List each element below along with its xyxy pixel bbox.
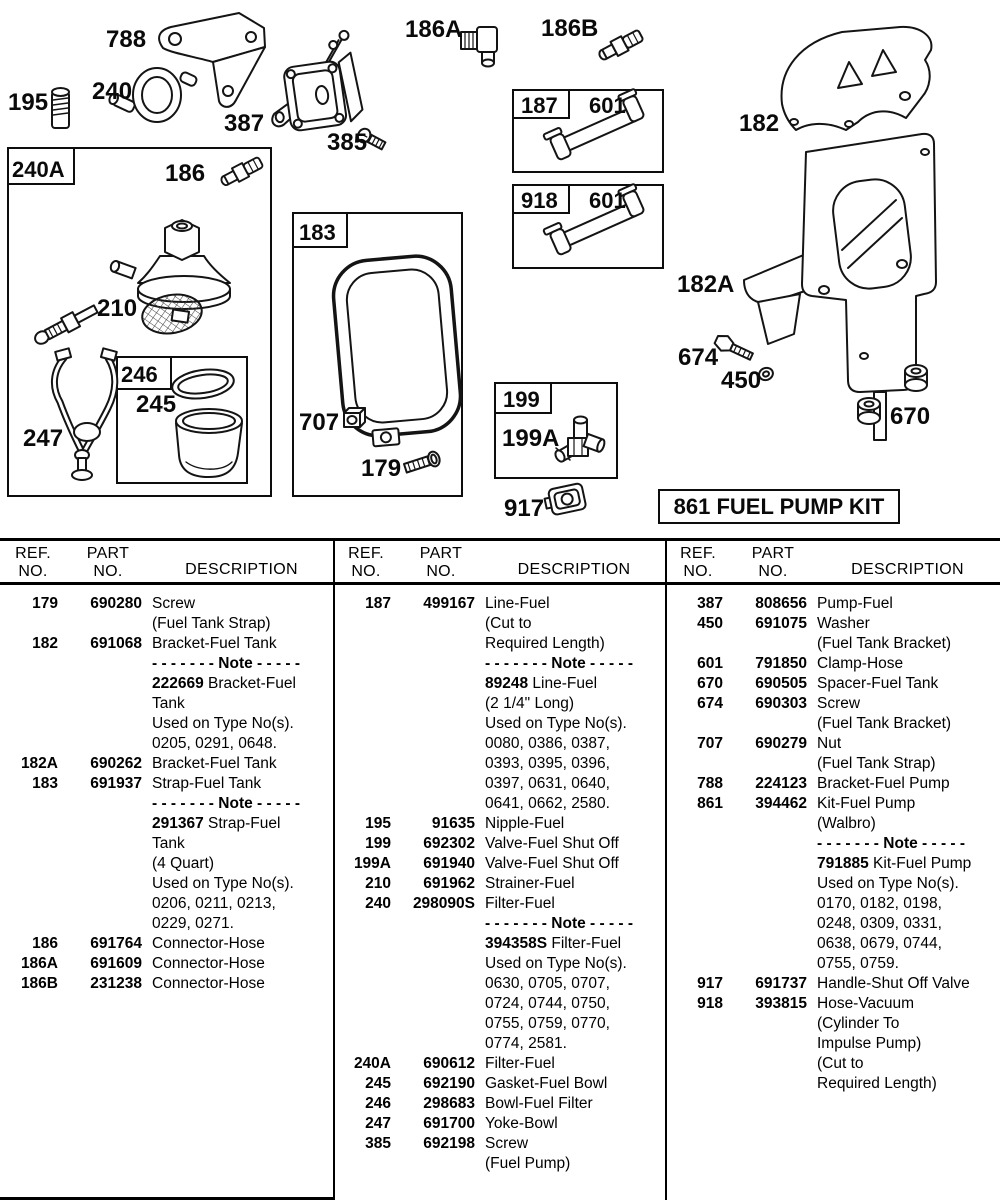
table-row-line: Required Length) bbox=[485, 635, 605, 652]
label-186A: 186A bbox=[405, 16, 463, 43]
column-divider-1 bbox=[333, 541, 335, 1200]
table-row-line: 240A 690612 Filter-Fuel bbox=[353, 1055, 555, 1072]
label-240: 240 bbox=[92, 78, 133, 105]
label-199: 199 bbox=[503, 387, 540, 412]
table-row-line: 199 692302 Valve-Fuel Shut Off bbox=[365, 835, 619, 852]
label-187: 187 bbox=[521, 93, 558, 118]
parts-table bbox=[0, 538, 1000, 1200]
yoke-bowl-illustration bbox=[54, 348, 116, 480]
header-description: DESCRIPTION bbox=[517, 561, 631, 578]
table-row-line: 0248, 0309, 0331, bbox=[817, 915, 942, 932]
table-row-line: Tank bbox=[152, 695, 185, 712]
header-description: DESCRIPTION bbox=[185, 561, 298, 578]
table-row-line: 0774, 2581. bbox=[485, 1035, 567, 1052]
label-918: 918 bbox=[521, 188, 558, 213]
valve-stem-fitting-illustration bbox=[32, 302, 100, 348]
table-row-line: 186A 691609 Connector-Hose bbox=[20, 955, 265, 972]
bowl-fuel-filter-illustration bbox=[176, 409, 242, 477]
exploded-parts-diagram bbox=[0, 0, 1000, 538]
table-row-line: 0205, 0291, 0648. bbox=[152, 735, 277, 752]
table-row-line: 0638, 0679, 0744, bbox=[817, 935, 942, 952]
table-row-line: - - - - - - - Note - - - - - bbox=[485, 655, 634, 672]
table-row-line: 601 791850 Clamp-Hose bbox=[697, 655, 904, 672]
valve-fuel-shut-off-illustration bbox=[554, 417, 606, 464]
label-385: 385 bbox=[327, 129, 368, 156]
table-row-line: 182 691068 Bracket-Fuel Tank bbox=[32, 635, 277, 652]
table-row-line: 450 691075 Washer bbox=[697, 615, 870, 632]
nipple-fuel-illustration bbox=[52, 88, 69, 128]
label-387: 387 bbox=[224, 110, 265, 137]
table-row-line: 0397, 0631, 0640, bbox=[485, 775, 610, 792]
table-row-line: (Fuel Tank Bracket) bbox=[817, 635, 952, 652]
connector-hose-186B-illustration bbox=[596, 28, 644, 64]
table-row-line: (Fuel Tank Strap) bbox=[817, 755, 936, 772]
table-row-line: 186B 231238 Connector-Hose bbox=[20, 975, 265, 992]
table-row-line: (Fuel Tank Strap) bbox=[152, 615, 271, 632]
label-245: 245 bbox=[136, 391, 177, 418]
fuel-pump-kit-title: 861 FUEL PUMP KIT bbox=[673, 494, 885, 519]
header-part-no: PART NO. bbox=[419, 545, 463, 580]
header-column-3 bbox=[665, 541, 1000, 582]
table-row-line: 187 499167 Line-Fuel bbox=[365, 595, 550, 612]
table-row-line: 247 691700 Yoke-Bowl bbox=[365, 1115, 558, 1132]
label-670: 670 bbox=[890, 403, 931, 430]
table-row-line: 186 691764 Connector-Hose bbox=[32, 935, 265, 952]
table-row-line: 670 690505 Spacer-Fuel Tank bbox=[697, 675, 939, 692]
table-row-line: (2 1/4" Long) bbox=[485, 695, 575, 712]
table-row-line: (Fuel Pump) bbox=[485, 1155, 571, 1172]
table-row-line: Used on Type No(s). bbox=[817, 875, 959, 892]
table-row-line: 89248 Line-Fuel bbox=[485, 675, 598, 692]
table-row-line: 0755, 0759, 0770, bbox=[485, 1015, 610, 1032]
table-row-line: 917 691737 Handle-Shut Off Valve bbox=[697, 975, 970, 992]
table-row-line: 0206, 0211, 0213, bbox=[152, 895, 276, 912]
header-column-1 bbox=[0, 541, 333, 582]
table-row-line: 918 393815 Hose-Vacuum bbox=[697, 995, 915, 1012]
table-row-line: (Cylinder To bbox=[817, 1015, 900, 1032]
table-column-2 bbox=[333, 585, 665, 1174]
table-row-line: 291367 Strap-Fuel bbox=[152, 815, 281, 832]
label-601-lower: 601 bbox=[589, 188, 626, 213]
header-column-2 bbox=[333, 541, 665, 582]
screw-fuel-tank-bracket-illustration bbox=[713, 332, 755, 363]
table-row-line: 0080, 0386, 0387, bbox=[485, 735, 610, 752]
table-row-line: 0170, 0182, 0198, bbox=[817, 895, 942, 912]
label-246: 246 bbox=[121, 362, 158, 387]
table-row-line: 0630, 0705, 0707, bbox=[485, 975, 610, 992]
table-row-line: 788 224123 Bracket-Fuel Pump bbox=[697, 775, 950, 792]
label-182A: 182A bbox=[677, 271, 735, 298]
table-row-line: 385 692198 Screw bbox=[365, 1135, 529, 1152]
table-row-line: 195 91635 Nipple-Fuel bbox=[365, 815, 565, 832]
table-row-line: 179 690280 Screw bbox=[32, 595, 196, 612]
label-240A: 240A bbox=[12, 157, 65, 182]
table-row-line: Used on Type No(s). bbox=[152, 715, 294, 732]
table-row-line: 674 690303 Screw bbox=[697, 695, 861, 712]
handle-shut-off-valve-illustration bbox=[543, 483, 587, 517]
table-row-line: (Walbro) bbox=[817, 815, 876, 832]
parts-table-header bbox=[0, 541, 1000, 585]
table-row-line: (Cut to bbox=[817, 1055, 864, 1072]
parts-diagram-svg bbox=[0, 0, 1000, 538]
label-450: 450 bbox=[721, 367, 762, 394]
connector-hose-elbow-illustration bbox=[461, 27, 497, 67]
table-row-line: 394358S Filter-Fuel bbox=[485, 935, 622, 952]
table-row-line: (Fuel Tank Bracket) bbox=[817, 715, 952, 732]
table-row-line: Impulse Pump) bbox=[817, 1035, 922, 1052]
table-row-line: 222669 Bracket-Fuel bbox=[152, 675, 296, 692]
label-199A: 199A bbox=[502, 425, 560, 452]
table-row-line: 246 298683 Bowl-Fuel Filter bbox=[365, 1095, 593, 1112]
bracket-fuel-tank-182A-illustration bbox=[744, 134, 936, 440]
label-788: 788 bbox=[106, 26, 147, 53]
table-row-line: 387 808656 Pump-Fuel bbox=[697, 595, 893, 612]
table-row-line: Tank bbox=[152, 835, 185, 852]
connector-hose-186-illustration bbox=[219, 155, 265, 189]
table-row-line: 707 690279 Nut bbox=[697, 735, 842, 752]
label-179: 179 bbox=[361, 455, 402, 482]
table-row-line: - - - - - - - Note - - - - - bbox=[152, 655, 301, 672]
parts-table-body bbox=[0, 585, 1000, 1174]
table-row-line: 210 691962 Strainer-Fuel bbox=[365, 875, 575, 892]
table-row-line: (Cut to bbox=[485, 615, 532, 632]
label-210: 210 bbox=[97, 295, 138, 322]
label-707: 707 bbox=[299, 409, 340, 436]
label-247: 247 bbox=[23, 425, 64, 452]
label-195: 195 bbox=[8, 89, 49, 116]
table-row-line: 0641, 0662, 2580. bbox=[485, 795, 610, 812]
table-column-1 bbox=[0, 585, 333, 1174]
bracket-fuel-tank-182-illustration bbox=[782, 27, 932, 130]
label-182: 182 bbox=[739, 110, 780, 137]
table-column-3 bbox=[665, 585, 1000, 1174]
header-description: DESCRIPTION bbox=[851, 561, 964, 578]
header-part-no: PART NO. bbox=[751, 545, 795, 580]
table-row-line: 791885 Kit-Fuel Pump bbox=[817, 855, 972, 872]
label-601-upper: 601 bbox=[589, 93, 626, 118]
label-674: 674 bbox=[678, 344, 719, 371]
table-row-line: 0755, 0759. bbox=[817, 955, 899, 972]
column-divider-2 bbox=[665, 541, 667, 1200]
label-917: 917 bbox=[504, 495, 545, 522]
table-row-line: Used on Type No(s). bbox=[152, 875, 294, 892]
header-part-no: PART NO. bbox=[86, 545, 130, 580]
table-row-line: 183 691937 Strap-Fuel Tank bbox=[32, 775, 262, 792]
screw-fuel-tank-strap-illustration bbox=[403, 450, 441, 475]
table-row-line: 0724, 0744, 0750, bbox=[485, 995, 610, 1012]
table-row-line: Used on Type No(s). bbox=[485, 715, 627, 732]
table-row-line: 0229, 0271. bbox=[152, 915, 234, 932]
table-row-line: 199A 691940 Valve-Fuel Shut Off bbox=[353, 855, 619, 872]
header-ref-no: REF. NO. bbox=[15, 545, 51, 580]
label-186: 186 bbox=[165, 160, 206, 187]
label-183: 183 bbox=[299, 220, 336, 245]
pump-fuel-illustration bbox=[261, 30, 364, 134]
label-186B: 186B bbox=[541, 15, 599, 42]
nut-fuel-tank-strap-illustration bbox=[344, 408, 365, 427]
table-row-line: Used on Type No(s). bbox=[485, 955, 627, 972]
header-ref-no: REF. NO. bbox=[680, 545, 716, 580]
table-row-line: 245 692190 Gasket-Fuel Bowl bbox=[365, 1075, 608, 1092]
table-row-line: 182A 690262 Bracket-Fuel Tank bbox=[20, 755, 277, 772]
table-row-line: Required Length) bbox=[817, 1075, 937, 1092]
table-row-line: - - - - - - - Note - - - - - bbox=[817, 835, 966, 852]
table-row-line: 861 394462 Kit-Fuel Pump bbox=[697, 795, 916, 812]
table-row-line: (4 Quart) bbox=[152, 855, 215, 872]
gasket-fuel-bowl-illustration bbox=[170, 366, 235, 402]
table-row-line: 240 298090S Filter-Fuel bbox=[365, 895, 555, 912]
table-row-line: - - - - - - - Note - - - - - bbox=[485, 915, 634, 932]
table-row-line: 0393, 0395, 0396, bbox=[485, 755, 610, 772]
table-row-line: - - - - - - - Note - - - - - bbox=[152, 795, 301, 812]
header-ref-no: REF. NO. bbox=[348, 545, 384, 580]
